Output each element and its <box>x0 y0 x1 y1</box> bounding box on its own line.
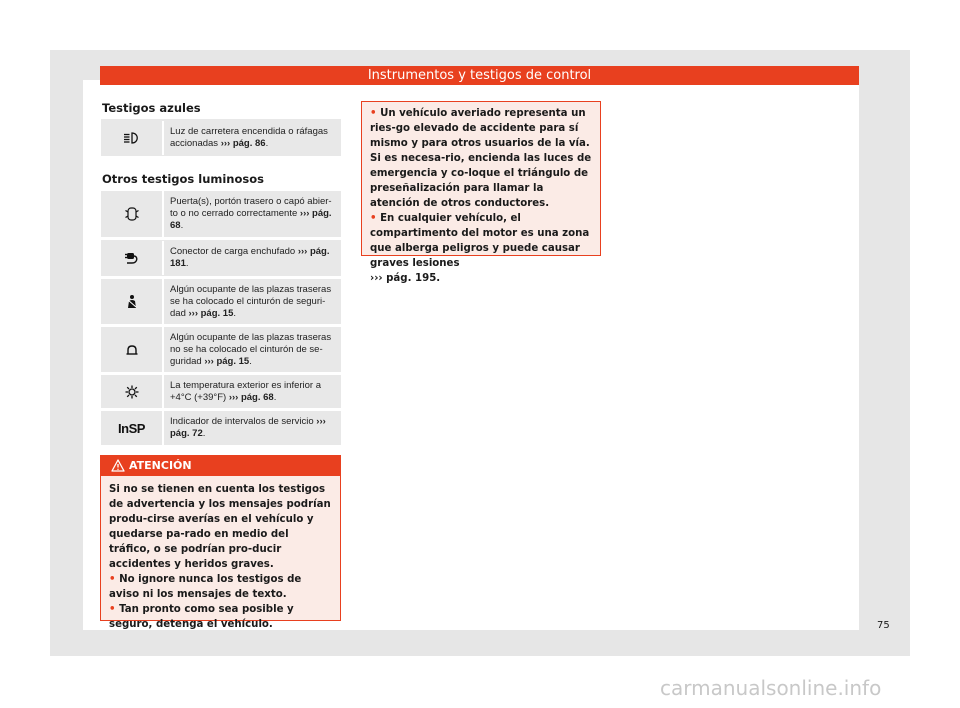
page-ref-link[interactable]: ››› pág. 72 <box>170 416 326 439</box>
row-text: Conector de carga enchufado ››› pág. 181. <box>162 241 341 275</box>
section-title-other: Otros testigos luminosos <box>102 172 264 186</box>
page-ref-link[interactable]: ››› pág. 68 <box>170 208 332 231</box>
row-text: Algún ocupante de las plazas traseras se ha colocado el cinturón de seguri-dad ››› pág. 15. <box>162 279 341 325</box>
warning-body <box>101 476 340 632</box>
table-row <box>101 240 341 276</box>
watermark: carmanualsonline.info <box>660 676 882 700</box>
rear-seatbelt-warning-icon <box>101 294 162 310</box>
blue-indicators-table <box>101 119 341 159</box>
page-ref-link[interactable]: ››› pág. 68 <box>228 391 274 403</box>
page-ref-link[interactable]: ››› pág. 15 <box>204 355 250 367</box>
section-title-blue: Testigos azules <box>102 101 201 115</box>
page-ref-link[interactable]: ››› pág. 195 <box>370 273 437 284</box>
page-ref-link[interactable]: ››› pág. 86 <box>220 137 266 149</box>
service-interval-icon <box>101 421 162 436</box>
bullet-icon: • <box>370 213 377 224</box>
table-row <box>101 191 341 237</box>
car-door-open-icon <box>101 206 162 222</box>
page-ref-link[interactable]: ››› pág. 181 <box>170 246 330 269</box>
charging-plug-icon <box>101 251 162 265</box>
list-item: • En cualquier vehículo, el compartimento del motor es una zona que alberga peligros y puede causar graves lesiones ››› pág. 195. <box>370 213 590 284</box>
bullet-icon: • <box>370 108 377 119</box>
warning-heading: ATENCIÓN <box>129 459 192 472</box>
page-number: 75 <box>877 620 890 631</box>
row-text: Algún ocupante de las plazas traseras no se ha colocado el cinturón de se-guridad ››› pág. 15. <box>162 327 341 373</box>
high-beam-icon <box>101 132 162 144</box>
row-text: La temperatura exterior es inferior a +4°C (+39°F) ››› pág. 68. <box>162 375 341 409</box>
table-row <box>101 327 341 372</box>
page-ref-link[interactable]: ››› pág. 15 <box>188 307 234 319</box>
warning-intro: Si no se tienen en cuenta los testigos de advertencia y los mensajes podrían produ-cirse averías en el vehículo y quedarse pa-rado en medio del tráfico, o se podrían pro-ducir accidentes y heridos graves. <box>109 484 331 570</box>
warning-box <box>100 455 341 630</box>
row-text: Indicador de intervalos de servicio ››› pág. 72. <box>162 411 341 445</box>
other-indicators-table <box>101 191 341 448</box>
list-item: • Tan pronto como sea posible y seguro, detenga el vehículo. <box>109 604 294 630</box>
warning-triangle-icon <box>111 459 125 472</box>
bullet-icon: • <box>109 604 116 615</box>
list-item: • Un vehículo averiado representa un ries-go elevado de accidente para sí mismo y para otros usuarios de la vía. Si es necesa-rio, encienda las luces de emergencia y co-loque el triángulo de preseñalización para llamar la atención de otros conductores. <box>370 108 592 209</box>
warning-box-continued <box>361 101 601 284</box>
list-item: • No ignore nunca los testigos de aviso ni los mensajes de texto. <box>109 574 302 600</box>
row-text: Luz de carretera encendida o ráfagas accionadas ››› pág. 86. <box>162 121 341 155</box>
insp-label: InSP <box>118 420 145 436</box>
table-row <box>101 411 341 445</box>
frost-warning-icon <box>101 385 162 399</box>
table-row <box>101 375 341 408</box>
warning-header <box>101 456 340 476</box>
page-header: Instrumentos y testigos de control <box>100 66 859 85</box>
row-text: Puerta(s), portón trasero o capó abier-to o no cerrado correctamente ››› pág. 68. <box>162 191 341 237</box>
bullet-icon: • <box>109 574 116 585</box>
seatbelt-unfastened-icon <box>101 345 162 355</box>
table-row <box>101 119 341 156</box>
table-row <box>101 279 341 324</box>
